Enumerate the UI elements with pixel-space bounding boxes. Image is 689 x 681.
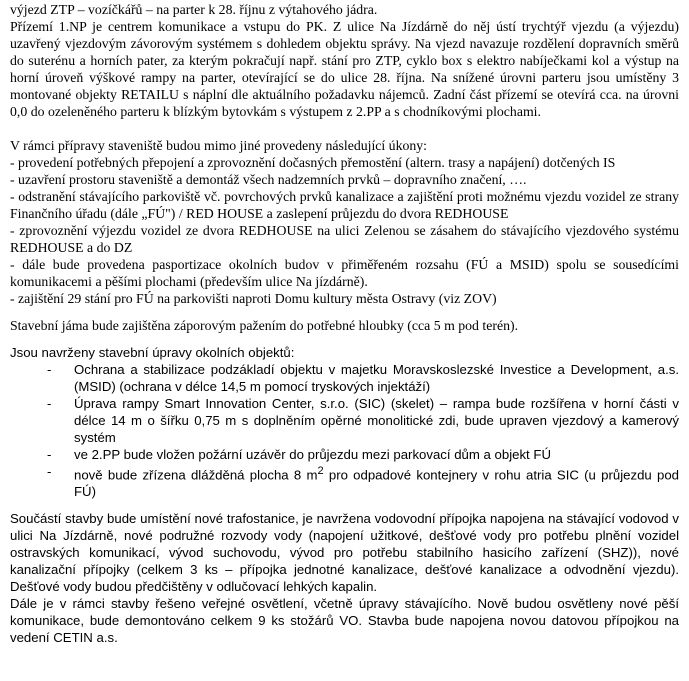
list-item-text-before: nově bude zřízena dlážděná plocha 8 m: [74, 467, 318, 483]
dash-bullet: -: [47, 464, 52, 479]
modifications-intro: Jsou navrženy stavební úpravy okolních objektů:: [10, 345, 295, 360]
list-item-text: Úprava rampy Smart Innovation Center, s.r.o. (SIC) (skelet) – rampa bude rozšířena v horní části v délce 14 m o šířku 0,75 m s doplněním opěrné monolitické zdi, bude upraven vjezdový a kamerový systém: [74, 396, 679, 445]
list-item-text-after: pro odpadové kontejnery v rohu atria SIC (u průjezdu pod FÚ): [74, 467, 679, 500]
paragraph-ground-floor: Přízemí 1.NP je centrem komunikace a vstupu do PK. Z ulice Na Jízdárně do něj ústí trychtýř vjezdu (a výjezdu) uzavřený vjezdovým závorovým systémem s dohledem objektu správy. Na vjezd navazuje rozdělení dopravních směrů do suterénu a horních pater, za kterým pokračují např. stání pro ZTP, cyklo box s elektro nabíječkami kol a výstup na horní úroveň výškové rampy na parter, otevírající se do ulice 28. října. Na snížené úrovni parteru jsou umístěny 3 montované objekty RETAILU s náplní dle aktuálního požadavku nájemců. Zadní část přízemí se otevírá cca. na úrovni 0,0 do ozeleněného parteru k blízkým bytovkám s výstupem z 2.PP a s chodníkovými plochami.: [10, 19, 679, 119]
paragraph-utilities: Součástí stavby bude umístění nové trafostanice, je navržena vodovodní přípojka napojena na stávající vodovod v ulici Na Jízdárně, nové podružné rozvody vody (napojení užitkové, dešťové vody pro potřebu plnění vozidel ostravských komunikací, vývod suchovodu, vývod pro potřebu stabilního hasicího zařízení (SHZ)), nové kanalizační přípojky (celkem 3 ks – přípojka jednotné kanalizace, dešťové kanalizace a odvodnění vjezdu). Dešťové vody budou předčištěny v odlučovací lehkých kapalin.: [10, 511, 679, 595]
list-item: - uzavření prostoru staveniště a demontáž všech nadzemních prvků – dopravního značení, ….: [10, 172, 527, 187]
list-item: - zprovoznění výjezdu vozidel ze dvora REDHOUSE na ulici Zelenou se zásahem do stávajícího vjezdového systému REDHOUSE a do DZ: [10, 223, 679, 255]
list-item: [10, 446, 679, 463]
modifications-list: [10, 361, 679, 500]
preparation-intro: V rámci přípravy staveniště budou mimo jiné provedeny následující úkony:: [10, 138, 428, 153]
dash-bullet: -: [47, 447, 52, 462]
superscript: 2: [317, 465, 324, 477]
list-item: - odstranění stávajícího parkoviště vč. povrchových prvků kanalizace a zajištění proti možnému vjezdu vozidel ze strany Finančního úřadu (dále „FÚ") / RED HOUSE a zaslepení průjezdu do dvora REDHOUSE: [10, 189, 679, 221]
list-item: [10, 361, 679, 395]
preparation-list: [10, 154, 679, 307]
paragraph-lighting: Dále je v rámci stavby řešeno veřejné osvětlení, včetně úpravy stávajícího. Nově budou osvětleny nové pěší komunikace, bude demontováno celkem 9 ks stožárů VO. Stavba bude napojena novou datovou přípojkou na vedení CETIN a.s.: [10, 596, 679, 646]
list-item-text: ve 2.PP bude vložen požární uzávěr do průjezdu mezi parkovací dům a objekt FÚ: [74, 447, 551, 462]
list-item: [10, 395, 679, 446]
paragraph-wheelchair-exit: výjezd ZTP – vozíčkářů – na parter k 28. říjnu z výtahového jádra.: [10, 2, 378, 17]
modifications-section: [10, 344, 679, 646]
list-item: - provedení potřebných přepojení a zprovoznění dočasných přemostění (altern. trasy a napájení) dotčených IS: [10, 155, 616, 170]
list-item: - dále bude provedena pasportizace okolních budov v přiměřeném rozsahu (FÚ a MSID) spolu se sousedícími komunikacemi a pěšími plochami (především ulice Na jízdárně).: [10, 257, 679, 289]
dash-bullet: -: [47, 396, 52, 411]
list-item: [10, 463, 679, 500]
list-item: - zajištění 29 stání pro FÚ na parkovišti naproti Domu kultury města Ostravy (viz ZOV): [10, 291, 497, 306]
dash-bullet: -: [47, 362, 52, 377]
paragraph-construction-pit: Stavební jáma bude zajištěna záporovým pažením do potřebné hloubky (cca 5 m pod terén).: [10, 318, 519, 333]
list-item-text: Ochrana a stabilizace podzákladí objektu v majetku Moravskoslezské Investice a Development, a.s. (MSID) (ochrana v délce 14,5 m pomocí tryskových injektáží): [74, 362, 679, 394]
